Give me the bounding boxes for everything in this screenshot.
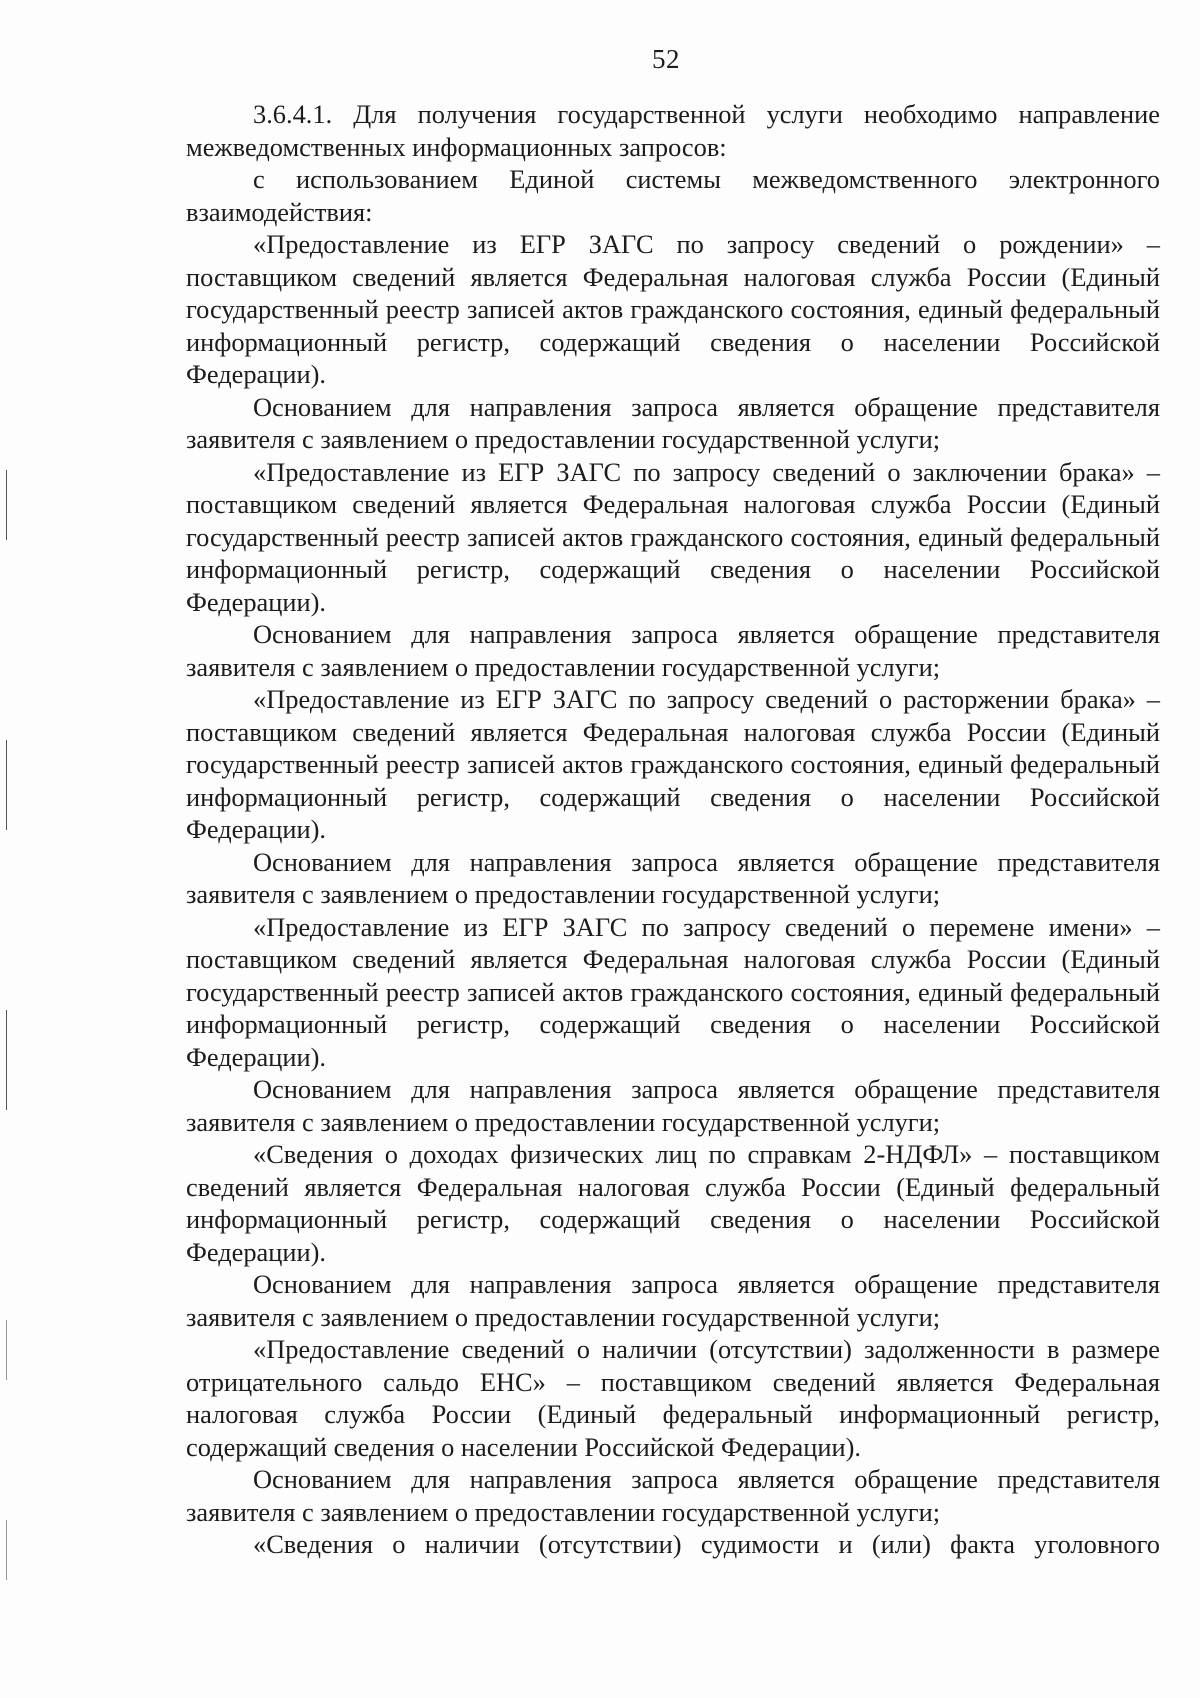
- paragraph: Основанием для направления запроса является обращение представителя заявителя с заявлением о предоставлении государственной услуги;: [186, 1074, 1160, 1137]
- paragraph: «Предоставление из ЕГР ЗАГС по запросу сведений о рождении» – поставщиком сведений является Федеральная налоговая служба России (Единый государственный реестр записей актов гражданского состояния, единый федеральный информационный регистр, содержащий сведения о населении Российской Федерации).: [186, 229, 1160, 389]
- paragraph: «Предоставление из ЕГР ЗАГС по запросу сведений о заключении брака» – поставщиком сведений является Федеральная налоговая служба России (Единый государственный реестр записей актов гражданского состояния, единый федеральный информационный регистр, содержащий сведения о населении Российской Федерации).: [186, 456, 1160, 617]
- paragraph: Основанием для направления запроса является обращение представителя заявителя с заявлением о предоставлении государственной услуги;: [186, 1269, 1160, 1332]
- paragraph: Основанием для направления запроса является обращение представителя заявителя с заявлением о предоставлении государственной услуги;: [186, 1464, 1160, 1527]
- scan-margin-mark: [6, 1520, 7, 1580]
- page-number: 52: [652, 44, 680, 74]
- paragraph: с использованием Единой системы межведомственного электронного взаимодействия:: [186, 164, 1160, 227]
- paragraph: Основанием для направления запроса является обращение представителя заявителя с заявлением о предоставлении государственной услуги;: [186, 619, 1160, 682]
- paragraph: «Сведения о наличии (отсутствии) судимости и (или) факта уголовного: [253, 1529, 1160, 1559]
- paragraph: Основанием для направления запроса является обращение представителя заявителя с заявлением о предоставлении государственной услуги;: [186, 846, 1160, 909]
- scan-margin-mark: [6, 740, 7, 830]
- document-body: [186, 98, 1160, 1561]
- scan-margin-mark: [6, 1010, 7, 1110]
- paragraph: «Предоставление сведений о наличии (отсутствии) задолженности в размере отрицательного сальдо ЕНС» – поставщиком сведений является Федеральная налоговая служба России (Единый федеральный информационный регистр, содержащий сведения о населении Российской Федерации).: [186, 1334, 1160, 1462]
- paragraph: Основанием для направления запроса является обращение представителя заявителя с заявлением о предоставлении государственной услуги;: [186, 391, 1160, 454]
- paragraph: «Предоставление из ЕГР ЗАГС по запросу сведений о расторжении брака» – поставщиком сведений является Федеральная налоговая служба России (Единый государственный реестр записей актов гражданского состояния, единый федеральный информационный регистр, содержащий сведения о населении Российской Федерации).: [186, 684, 1160, 844]
- paragraph: «Предоставление из ЕГР ЗАГС по запросу сведений о перемене имени» – поставщиком сведений является Федеральная налоговая служба России (Единый государственный реестр записей актов гражданского состояния, единый федеральный информационный регистр, содержащий сведения о населении Российской Федерации).: [186, 911, 1160, 1072]
- scan-margin-mark: [6, 1320, 7, 1380]
- paragraph: 3.6.4.1. Для получения государственной услуги необходимо направление межведомственных информационных запросов:: [186, 99, 1160, 162]
- paragraph: «Сведения о доходах физических лиц по справкам 2-НДФЛ» – поставщиком сведений является Федеральная налоговая служба России (Единый федеральный информационный регистр, содержащий сведения о населении Российской Федерации).: [186, 1139, 1160, 1267]
- scan-margin-mark: [6, 470, 7, 540]
